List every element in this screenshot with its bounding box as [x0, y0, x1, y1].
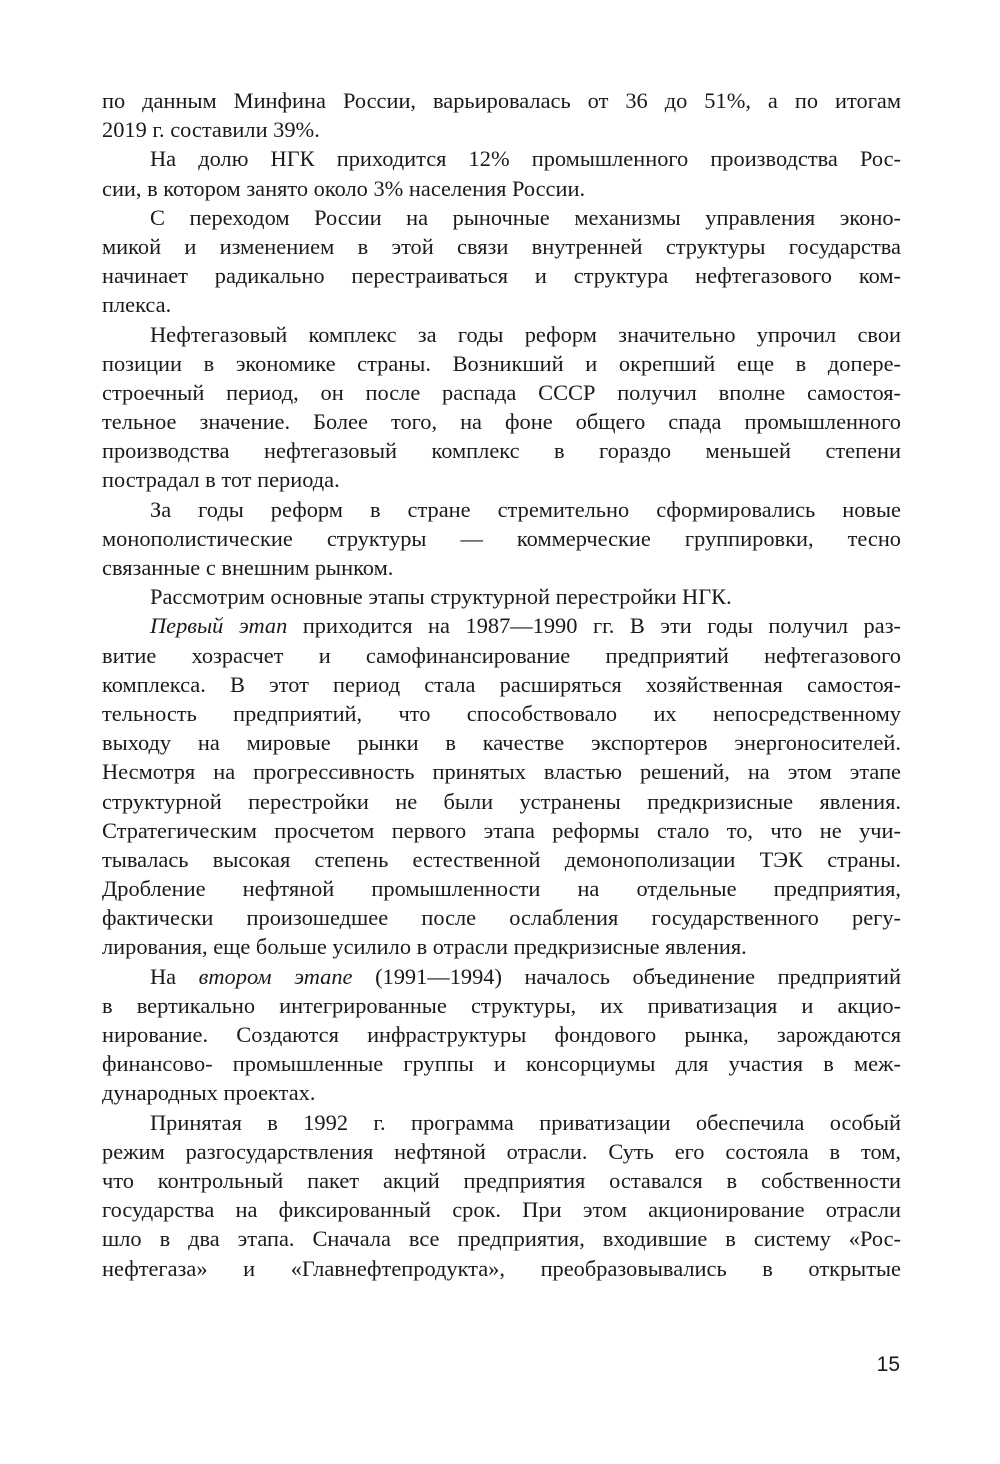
text-line: нефтегаза» и «Главнефтепродукта», преобразовывались в открытые — [102, 1255, 901, 1281]
italic-term: Первый этап — [150, 613, 288, 639]
text-line: дународных проектах. — [102, 1080, 316, 1106]
paragraph-3 — [102, 320, 901, 495]
text-line: пострадал в тот периода. — [102, 467, 340, 493]
text-line — [102, 962, 901, 991]
text-line: комплекса. В этот период стала расширяться хозяйственная самостоя- — [102, 671, 901, 697]
text-line: Рассмотрим основные этапы структурной перестройки НГК. — [150, 584, 732, 610]
text-line: За годы реформ в стране стремительно сформировались новые — [150, 496, 901, 522]
paragraph-2 — [102, 203, 901, 320]
text-fragment: На — [150, 963, 199, 989]
italic-term: втором этапе — [198, 963, 353, 989]
text-line: связанные с внешним рынком. — [102, 555, 394, 580]
text-line: режим разгосударствления нефтяной отрасли. Суть его состояла в том, — [102, 1138, 901, 1164]
text-line: Принятая в 1992 г. программа приватизации обеспечила особый — [150, 1109, 901, 1135]
text-line: тывалась высокая степень естественной демонополизации ТЭК страны. — [102, 846, 901, 872]
text-line: фактически произошедшее после ослабления государственного регу- — [102, 905, 901, 931]
text-line: тельность предприятий, что способствовало их непосредственному — [102, 700, 901, 726]
text-line: сии, в котором занято около 3% населения России. — [102, 175, 586, 201]
text-line: плекса. — [102, 292, 172, 318]
page-number: 15 — [876, 1353, 900, 1376]
text-line: финансово- промышленные группы и консорциумы для участия в меж- — [102, 1051, 901, 1077]
paragraph-0 — [102, 86, 901, 144]
text-fragment: приходится на 1987—1990 гг. В эти годы получил раз- — [287, 613, 901, 639]
text-line: тельное значение. Более того, на фоне общего спада промышленного — [102, 409, 901, 435]
text-line: строечный период, он после распада СССР получил вполне самостоя- — [102, 379, 901, 405]
paragraph-8 — [102, 1108, 901, 1283]
text-line: что контрольный пакет акций предприятия оставался в собственности — [102, 1167, 901, 1193]
text-line: шло в два этапа. Сначала все предприятия, входившие в систему «Рос- — [102, 1226, 901, 1252]
text-line: С переходом России на рыночные механизмы управления эконо- — [150, 204, 901, 230]
text-line: государства на фиксированный срок. При этом акционирование отрасли — [102, 1197, 901, 1223]
text-line: в вертикально интегрированные структуры, их приватизация и акцио- — [102, 992, 901, 1018]
text-line: витие хозрасчет и самофинансирование предприятий нефтегазового — [102, 642, 901, 668]
text-line: лирования, еще больше усилило в отрасли предкризисные явления. — [102, 934, 747, 960]
text-line: нирование. Создаются инфраструктуры фондового рынка, зарождаются — [102, 1022, 901, 1047]
text-line: 2019 г. составили 39%. — [102, 117, 320, 143]
paragraph-5 — [102, 582, 901, 611]
text-line: На долю НГК приходится 12% промышленного производства Рос- — [150, 146, 901, 172]
text-line: Несмотря на прогрессивность принятых властью решений, на этом этапе — [102, 759, 901, 785]
text-line: монополистические структуры — коммерческие группировки, тесно — [102, 525, 901, 551]
text-line: структурной перестройки не были устранены предкризисные явления. — [102, 788, 901, 814]
text-line: микой и изменением в этой связи внутренней структуры государства — [102, 233, 901, 259]
text-line — [102, 611, 901, 640]
paragraph-4 — [102, 495, 901, 583]
paragraph-1 — [102, 144, 901, 202]
paragraph-6 — [102, 611, 901, 961]
paragraph-7 — [102, 962, 901, 1108]
text-line: Нефтегазовый комплекс за годы реформ значительно упрочил свои — [150, 321, 901, 347]
text-line: по данным Минфина России, варьировалась от 36 до 51%, а по итогам — [102, 88, 901, 113]
text-line: позиции в экономике страны. Возникший и окрепший еще в допере- — [102, 350, 901, 376]
page-body — [102, 86, 901, 1283]
text-line: начинает радикально перестраиваться и структура нефтегазового ком- — [102, 263, 901, 289]
text-line: выходу на мировые рынки в качестве экспортеров энергоносителей. — [102, 730, 901, 756]
text-fragment: (1991—1994) началось объединение предприятий — [352, 963, 901, 989]
text-line: Стратегическим просчетом первого этапа реформы стало то, что не учи- — [102, 817, 901, 843]
text-line: производства нефтегазовый комплекс в гораздо меньшей степени — [102, 438, 901, 464]
text-line: Дробление нефтяной промышленности на отдельные предприятия, — [102, 876, 901, 902]
